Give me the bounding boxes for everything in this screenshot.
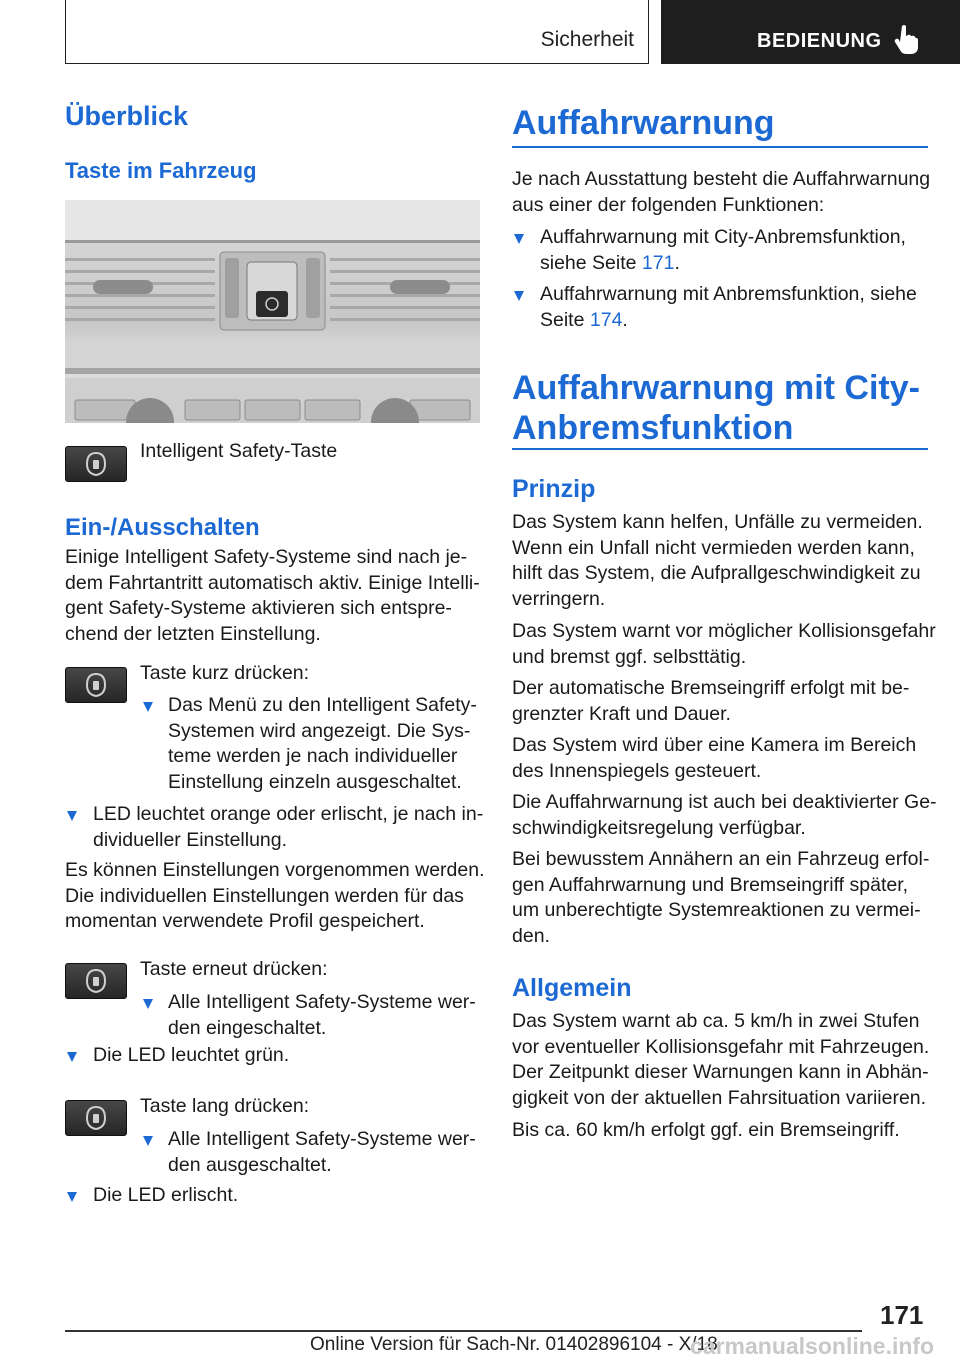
principle-paragraph-5: Die Auffahrwarnung ist auch bei deaktivierter Ge- schwindigkeitsregelung verfügbar.	[512, 791, 937, 839]
long-press-label: Taste lang drücken:	[140, 1095, 310, 1117]
long-press-bullet: Alle Intelligent Safety-Systeme wer- den ausgeschaltet.	[168, 1128, 476, 1176]
bullet-city-brake: Auffahrwarnung mit City-Anbremsfunktion, siehe Seite 171.	[540, 226, 906, 274]
title-underline	[512, 146, 928, 148]
settings-paragraph: Es können Einstellungen vorgenommen werden. Die individuellen Einstellungen werden für das momentan verwendete Profil gespeichert.	[65, 859, 485, 932]
page-number: 171	[880, 1300, 924, 1330]
led-orange-bullet: LED leuchtet orange oder erlischt, je nach in- dividueller Einstellung.	[93, 803, 484, 851]
bullet-triangle-icon	[143, 1136, 153, 1146]
general-paragraph-2: Bis ca. 60 km/h erfolgt ggf. ein Bremseingriff.	[512, 1119, 900, 1141]
principle-paragraph-6: Bei bewusstem Annähern an ein Fahrzeug erfol- gen Auffahrwarnung und Bremseingriff später, um unberechtigte Systemreaktionen zu vermei- den.	[512, 848, 930, 947]
footer-online-version: Online Version für Sach-Nr. 01402896104 - X/18	[310, 1334, 718, 1355]
safety-button-icon	[65, 667, 127, 703]
main-title-city-brake: Auffahrwarnung mit City- Anbremsfunktion	[512, 369, 920, 447]
header-section-box	[65, 0, 649, 64]
intelligent-safety-button-photo	[65, 200, 480, 423]
hand-pointer-icon	[893, 24, 919, 59]
section-subtitle: Taste im Fahrzeug	[65, 158, 257, 183]
bullet-triangle-icon	[514, 291, 524, 301]
safety-button-icon	[65, 446, 127, 482]
bullet-brake: Auffahrwarnung mit Anbremsfunktion, siehe Seite 174.	[540, 283, 917, 331]
bullet-triangle-icon	[67, 811, 77, 821]
bullet-triangle-icon	[67, 1052, 77, 1062]
header-chapter-label: BEDIENUNG	[757, 30, 882, 52]
principle-title: Prinzip	[512, 475, 596, 503]
safety-button-icon	[65, 963, 127, 999]
main-title-auffahrwarnung: Auffahrwarnung	[512, 104, 775, 142]
general-title: Allgemein	[512, 974, 632, 1002]
bullet-triangle-icon	[514, 234, 524, 244]
title-underline	[512, 448, 928, 450]
header-chapter-box	[661, 0, 960, 64]
general-paragraph-1: Das System warnt ab ca. 5 km/h in zwei Stufen vor eventueller Kollisionsgefahr mit Fahrzeugen. Der Zeitpunkt dieser Warnungen kann in Abhän- gigkeit von der aktuellen Fahrsituation variieren.	[512, 1010, 930, 1109]
footer-rule	[65, 1330, 862, 1332]
safety-button-icon	[65, 1100, 127, 1136]
principle-paragraph-1: Das System kann helfen, Unfälle zu vermeiden. Wenn ein Unfall nicht vermieden werden kann, hilft das System, die Aufprallgeschwindigkeit zu verringern.	[512, 511, 923, 610]
right-intro: Je nach Ausstattung besteht die Auffahrwarnung aus einer der folgenden Funktionen:	[512, 168, 931, 216]
page-title: Überblick	[65, 101, 189, 131]
led-green-bullet: Die LED leuchtet grün.	[93, 1044, 290, 1066]
principle-paragraph-3: Der automatische Bremseingriff erfolgt mit be- grenzter Kraft und Dauer.	[512, 677, 910, 725]
header-section-label: Sicherheit	[540, 28, 634, 51]
bullet-triangle-icon	[143, 702, 153, 712]
principle-paragraph-4: Das System wird über eine Kamera im Bereich des Innenspiegels gesteuert.	[512, 734, 917, 782]
led-off-bullet: Die LED erlischt.	[93, 1184, 239, 1206]
watermark: carmanualsonline.info	[690, 1333, 935, 1359]
intro-paragraph: Einige Intelligent Safety-Systeme sind nach je- dem Fahrtantritt automatisch aktiv. Einige Intelli- gent Safety-Systeme aktivieren sich entspre- chend der letzten Einstellung.	[65, 546, 480, 645]
section-title-on-off: Ein-/Ausschalten	[65, 514, 260, 541]
page-link-171[interactable]: 171	[641, 251, 675, 274]
again-press-label: Taste erneut drücken:	[140, 958, 328, 980]
photo-caption: Intelligent Safety-Taste	[140, 440, 338, 462]
page-link-174[interactable]: 174	[589, 308, 623, 331]
principle-paragraph-2: Das System warnt vor möglicher Kollisionsgefahr und bremst ggf. selbsttätig.	[512, 620, 936, 668]
short-press-label: Taste kurz drücken:	[140, 662, 310, 684]
short-press-bullet: Das Menü zu den Intelligent Safety- Systemen wird angezeigt. Die Sys- teme werden je nach individueller Einstellung einzeln ausgeschaltet.	[168, 694, 477, 793]
bullet-triangle-icon	[67, 1192, 77, 1202]
again-press-bullet: Alle Intelligent Safety-Systeme wer- den eingeschaltet.	[168, 991, 476, 1039]
bullet-triangle-icon	[143, 999, 153, 1009]
